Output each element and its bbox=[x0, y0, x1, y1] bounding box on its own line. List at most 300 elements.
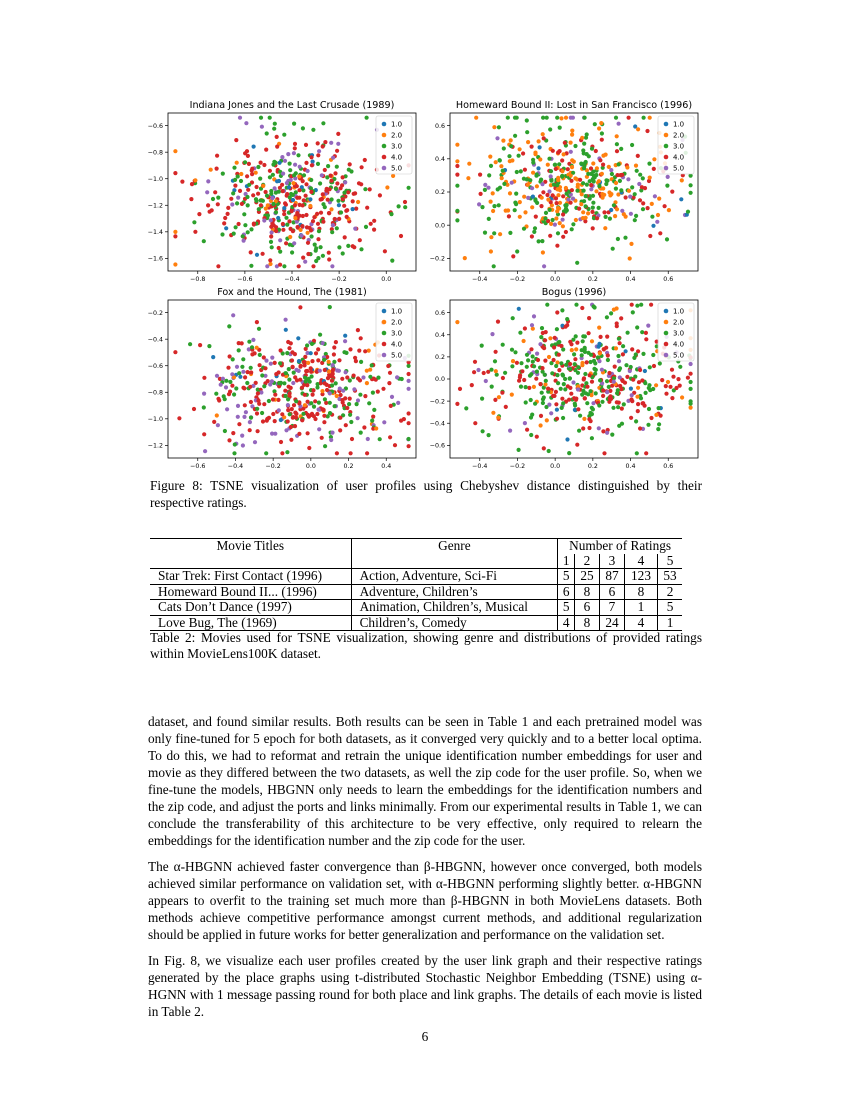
scatter-point bbox=[323, 397, 327, 401]
scatter-point bbox=[549, 169, 553, 173]
scatter-points bbox=[455, 303, 692, 456]
scatter-point bbox=[548, 208, 552, 212]
scatter-point bbox=[500, 176, 504, 180]
scatter-point bbox=[331, 368, 335, 372]
scatter-point bbox=[173, 234, 177, 238]
scatter-point bbox=[240, 202, 244, 206]
scatter-point bbox=[203, 449, 207, 453]
scatter-point bbox=[598, 158, 602, 162]
legend-label: 2.0 bbox=[673, 318, 685, 327]
scatter-point bbox=[633, 218, 637, 222]
y-tick-label: −1.0 bbox=[147, 416, 163, 424]
scatter-point bbox=[633, 192, 637, 196]
scatter-point bbox=[542, 264, 546, 268]
scatter-point bbox=[605, 390, 609, 394]
scatter-point bbox=[193, 178, 197, 182]
scatter-point bbox=[522, 339, 526, 343]
scatter-point bbox=[371, 415, 375, 419]
scatter-point bbox=[630, 185, 634, 189]
scatter-point bbox=[646, 423, 650, 427]
scatter-point bbox=[316, 222, 320, 226]
scatter-point bbox=[358, 378, 362, 382]
scatter-point bbox=[600, 192, 604, 196]
scatter-point bbox=[344, 370, 348, 374]
scatter-point bbox=[539, 204, 543, 208]
scatter-point bbox=[407, 379, 411, 383]
scatter-point bbox=[206, 179, 210, 183]
scatter-point bbox=[270, 196, 274, 200]
scatter-point bbox=[328, 305, 332, 309]
scatter-point bbox=[303, 260, 307, 264]
scatter-point bbox=[555, 327, 559, 331]
scatter-point bbox=[339, 393, 343, 397]
scatter-point bbox=[501, 169, 505, 173]
y-tick-label: −0.6 bbox=[147, 362, 163, 370]
scatter-point bbox=[294, 416, 298, 420]
scatter-point bbox=[271, 412, 275, 416]
scatter-point bbox=[645, 129, 649, 133]
scatter-point bbox=[249, 366, 253, 370]
header-rating-5: 5 bbox=[666, 552, 674, 568]
scatter-point bbox=[239, 179, 243, 183]
legend-marker bbox=[382, 144, 387, 149]
scatter-point bbox=[618, 341, 622, 345]
scatter-point bbox=[572, 396, 576, 400]
scatter-point bbox=[529, 398, 533, 402]
scatter-point bbox=[492, 264, 496, 268]
scatter-point bbox=[268, 116, 272, 120]
scatter-point bbox=[663, 204, 667, 208]
scatter-point bbox=[278, 263, 282, 267]
scatter-point bbox=[286, 419, 290, 423]
scatter-point bbox=[349, 451, 353, 455]
scatter-point bbox=[480, 205, 484, 209]
scatter-point bbox=[624, 363, 628, 367]
scatter-point bbox=[215, 413, 219, 417]
scatter-point bbox=[534, 377, 538, 381]
scatter-point bbox=[265, 264, 269, 268]
scatter-point bbox=[296, 336, 300, 340]
scatter-point bbox=[597, 184, 601, 188]
scatter-point bbox=[231, 313, 235, 317]
scatter-point bbox=[407, 411, 411, 415]
scatter-point bbox=[619, 316, 623, 320]
scatter-point bbox=[467, 162, 471, 166]
scatter-point bbox=[302, 173, 306, 177]
x-tick-label: −0.2 bbox=[331, 276, 347, 283]
scatter-point bbox=[600, 172, 604, 176]
scatter-point bbox=[265, 194, 269, 198]
scatter-point bbox=[273, 361, 277, 365]
scatter-point bbox=[573, 402, 577, 406]
scatter-point bbox=[608, 217, 612, 221]
scatter-point bbox=[341, 197, 345, 201]
x-tick-label: 0.0 bbox=[550, 463, 561, 470]
scatter-point bbox=[542, 136, 546, 140]
scatter-point bbox=[629, 365, 633, 369]
scatter-point bbox=[289, 178, 293, 182]
scatter-point bbox=[575, 443, 579, 447]
scatter-point bbox=[230, 384, 234, 388]
scatter-point bbox=[290, 350, 294, 354]
scatter-point bbox=[523, 326, 527, 330]
scatter-point bbox=[621, 352, 625, 356]
scatter-point bbox=[666, 175, 670, 179]
scatter-point bbox=[564, 363, 568, 367]
scatter-point bbox=[493, 398, 497, 402]
scatter-point bbox=[335, 451, 339, 455]
scatter-point bbox=[304, 194, 308, 198]
scatter-point bbox=[348, 413, 352, 417]
scatter-point bbox=[289, 386, 293, 390]
scatter-point bbox=[587, 316, 591, 320]
legend-label: 5.0 bbox=[391, 351, 403, 360]
scatter-point bbox=[533, 199, 537, 203]
scatter-point bbox=[274, 210, 278, 214]
scatter-point bbox=[407, 444, 411, 448]
scatter-point bbox=[660, 378, 664, 382]
scatter-point bbox=[591, 161, 595, 165]
scatter-point bbox=[542, 446, 546, 450]
scatter-point bbox=[580, 136, 584, 140]
scatter-point bbox=[173, 262, 177, 266]
scatter-point bbox=[246, 203, 250, 207]
scatter-point bbox=[558, 221, 562, 225]
scatter-point bbox=[511, 316, 515, 320]
scatter-point bbox=[235, 201, 239, 205]
scatter-point bbox=[625, 375, 629, 379]
scatter-point bbox=[630, 347, 634, 351]
scatter-point bbox=[173, 149, 177, 153]
scatter-point bbox=[323, 205, 327, 209]
scatter-point bbox=[327, 257, 331, 261]
scatter-point bbox=[323, 368, 327, 372]
scatter-point bbox=[638, 368, 642, 372]
x-tick-label: 0.4 bbox=[381, 463, 392, 470]
scatter-point bbox=[256, 192, 260, 196]
scatter-point bbox=[552, 345, 556, 349]
rating-count: 6 bbox=[599, 584, 624, 600]
scatter-point bbox=[271, 202, 275, 206]
scatter-point bbox=[689, 387, 693, 391]
scatter-point bbox=[653, 194, 657, 198]
scatter-point bbox=[501, 376, 505, 380]
scatter-point bbox=[597, 426, 601, 430]
scatter-point bbox=[600, 138, 604, 142]
scatter-point bbox=[615, 149, 619, 153]
scatter-point bbox=[539, 414, 543, 418]
scatter-point bbox=[628, 369, 632, 373]
scatter-point bbox=[585, 401, 589, 405]
scatter-point bbox=[231, 357, 235, 361]
y-tick-label: 0.6 bbox=[434, 122, 445, 130]
header-rating-1: 1 bbox=[558, 554, 575, 569]
rating-count: 6 bbox=[575, 600, 600, 616]
scatter-point bbox=[351, 199, 355, 203]
scatter-point bbox=[269, 218, 273, 222]
scatter-point bbox=[317, 401, 321, 405]
scatter-point bbox=[317, 229, 321, 233]
legend-label: 5.0 bbox=[673, 351, 685, 360]
scatter-point bbox=[648, 365, 652, 369]
y-tick-label: 0.0 bbox=[434, 222, 445, 230]
y-tick-label: 0.6 bbox=[434, 309, 445, 317]
scatter-point bbox=[226, 212, 230, 216]
y-tick-label: −0.2 bbox=[429, 255, 445, 263]
scatter-point bbox=[626, 177, 630, 181]
scatter-point bbox=[489, 164, 493, 168]
scatter-point bbox=[262, 355, 266, 359]
scatter-point bbox=[574, 218, 578, 222]
scatter-point bbox=[232, 166, 236, 170]
scatter-point bbox=[483, 188, 487, 192]
scatter-point bbox=[298, 305, 302, 309]
scatter-point bbox=[546, 387, 550, 391]
scatter-point bbox=[211, 355, 215, 359]
scatter-point bbox=[555, 244, 559, 248]
scatter-point bbox=[573, 362, 577, 366]
scatter-point bbox=[207, 344, 211, 348]
scatter-point bbox=[649, 303, 653, 307]
scatter-point bbox=[573, 408, 577, 412]
scatter-point bbox=[255, 411, 259, 415]
scatter-point bbox=[232, 392, 236, 396]
scatter-point bbox=[474, 116, 478, 120]
scatter-point bbox=[372, 219, 376, 223]
scatter-point bbox=[484, 379, 488, 383]
scatter-point bbox=[550, 371, 554, 375]
scatter-point bbox=[646, 324, 650, 328]
scatter-point bbox=[345, 215, 349, 219]
scatter-point bbox=[287, 367, 291, 371]
scatter-point bbox=[507, 154, 511, 158]
scatter-point bbox=[494, 369, 498, 373]
scatter-point bbox=[518, 147, 522, 151]
scatter-point bbox=[524, 385, 528, 389]
scatter-point bbox=[530, 186, 534, 190]
scatter-point bbox=[226, 206, 230, 210]
scatter-point bbox=[538, 382, 542, 386]
rating-count: 5 bbox=[558, 569, 575, 585]
scatter-point bbox=[306, 241, 310, 245]
scatter-point bbox=[601, 163, 605, 167]
movie-genre: Adventure, Children’s bbox=[351, 584, 558, 600]
scatter-point bbox=[278, 238, 282, 242]
scatter-point bbox=[629, 416, 633, 420]
legend-label: 3.0 bbox=[391, 142, 403, 151]
scatter-point bbox=[340, 398, 344, 402]
scatter-point bbox=[311, 393, 315, 397]
scatter-point bbox=[548, 127, 552, 131]
scatter-point bbox=[497, 203, 501, 207]
y-tick-label: 0.2 bbox=[434, 354, 445, 362]
scatter-point bbox=[356, 328, 360, 332]
scatter-point bbox=[328, 401, 332, 405]
scatter-point bbox=[280, 155, 284, 159]
y-tick-label: −1.2 bbox=[147, 442, 163, 450]
scatter-point bbox=[306, 231, 310, 235]
scatter-point bbox=[351, 207, 355, 211]
scatter-point bbox=[397, 204, 401, 208]
scatter-point bbox=[321, 192, 325, 196]
x-tick-label: −0.6 bbox=[237, 276, 253, 283]
y-tick-label: 0.4 bbox=[434, 331, 445, 339]
scatter-point bbox=[526, 183, 530, 187]
scatter-point bbox=[284, 371, 288, 375]
header-rating-3: 3 bbox=[599, 554, 624, 569]
scatter-point bbox=[636, 409, 640, 413]
scatter-point bbox=[555, 116, 559, 120]
scatter-point bbox=[372, 408, 376, 412]
scatter-point bbox=[652, 167, 656, 171]
scatter-point bbox=[353, 356, 357, 360]
scatter-point bbox=[503, 371, 507, 375]
scatter-point bbox=[607, 165, 611, 169]
scatter-point bbox=[304, 143, 308, 147]
scatter-point bbox=[573, 357, 577, 361]
scatter-point bbox=[226, 366, 230, 370]
scatter-point bbox=[383, 249, 387, 253]
rating-count: 2 bbox=[666, 583, 674, 599]
scatter-point bbox=[311, 264, 315, 268]
scatter-point bbox=[626, 331, 630, 335]
scatter-point bbox=[298, 365, 302, 369]
scatter-point bbox=[255, 407, 259, 411]
scatter-point bbox=[540, 366, 544, 370]
scatter-point bbox=[613, 365, 617, 369]
scatter-point bbox=[455, 164, 459, 168]
legend-label: 1.0 bbox=[673, 120, 685, 129]
scatter-point bbox=[678, 365, 682, 369]
scatter-point bbox=[248, 385, 252, 389]
scatter-point bbox=[348, 162, 352, 166]
scatter-point bbox=[365, 381, 369, 385]
scatter-point bbox=[286, 152, 290, 156]
scatter-point bbox=[632, 356, 636, 360]
scatter-point bbox=[310, 342, 314, 346]
scatter-point bbox=[543, 382, 547, 386]
scatter-point bbox=[224, 226, 228, 230]
scatter-point bbox=[602, 451, 606, 455]
legend-marker bbox=[664, 155, 669, 160]
scatter-point bbox=[371, 391, 375, 395]
legend-marker bbox=[382, 320, 387, 325]
scatter-point bbox=[238, 375, 242, 379]
scatter-point bbox=[628, 195, 632, 199]
scatter-point bbox=[595, 166, 599, 170]
scatter-point bbox=[651, 353, 655, 357]
scatter-point bbox=[670, 368, 674, 372]
scatter-point bbox=[570, 133, 574, 137]
scatter-point bbox=[573, 144, 577, 148]
scatter-point bbox=[492, 204, 496, 208]
scatter-point bbox=[365, 451, 369, 455]
scatter-point bbox=[501, 343, 505, 347]
scatter-point bbox=[568, 362, 572, 366]
scatter-point bbox=[615, 400, 619, 404]
scatter-point bbox=[639, 303, 643, 307]
scatter-point bbox=[244, 121, 248, 125]
scatter-point bbox=[615, 321, 619, 325]
scatter-point bbox=[569, 392, 573, 396]
scatter-point bbox=[242, 415, 246, 419]
scatter-point bbox=[261, 419, 265, 423]
scatter-point bbox=[329, 141, 333, 145]
scatter-point bbox=[260, 125, 264, 129]
scatter-point bbox=[524, 400, 528, 404]
scatter-point bbox=[292, 403, 296, 407]
scatter-point bbox=[389, 212, 393, 216]
scatter-point bbox=[536, 358, 540, 362]
scatter-point bbox=[555, 373, 559, 377]
scatter-point bbox=[298, 378, 302, 382]
scatter-point bbox=[289, 425, 293, 429]
scatter-point bbox=[481, 429, 485, 433]
panel-title: Fox and the Hound, The (1981) bbox=[217, 287, 367, 298]
x-tick-label: 0.2 bbox=[587, 276, 598, 283]
scatter-point bbox=[376, 390, 380, 394]
scatter-point bbox=[560, 373, 564, 377]
scatter-point bbox=[309, 351, 313, 355]
scatter-point bbox=[570, 165, 574, 169]
scatter-point bbox=[510, 348, 514, 352]
scatter-point bbox=[565, 203, 569, 207]
rating-count: 25 bbox=[575, 569, 600, 585]
scatter-point bbox=[219, 383, 223, 387]
x-tick-label: 0.4 bbox=[625, 276, 636, 283]
scatter-point bbox=[650, 215, 654, 219]
scatter-point bbox=[580, 192, 584, 196]
scatter-point bbox=[315, 385, 319, 389]
scatter-point bbox=[538, 342, 542, 346]
scatter-point bbox=[492, 125, 496, 129]
scatter-point bbox=[680, 178, 684, 182]
scatter-point bbox=[607, 371, 611, 375]
scatter-point bbox=[314, 351, 318, 355]
scatter-point bbox=[215, 167, 219, 171]
rating-count: 8 bbox=[624, 584, 657, 600]
scatter-point bbox=[252, 145, 256, 149]
scatter-point bbox=[643, 369, 647, 373]
scatter-point bbox=[515, 116, 519, 120]
scatter-point bbox=[535, 435, 539, 439]
scatter-point bbox=[306, 361, 310, 365]
scatter-point bbox=[458, 387, 462, 391]
rating-count: 4 bbox=[558, 615, 575, 631]
scatter-point bbox=[564, 116, 568, 120]
scatter-point bbox=[315, 412, 319, 416]
scatter-point bbox=[239, 172, 243, 176]
scatter-point bbox=[619, 188, 623, 192]
scatter-point bbox=[330, 264, 334, 268]
scatter-point bbox=[266, 203, 270, 207]
scatter-point bbox=[297, 188, 301, 192]
scatter-point bbox=[535, 352, 539, 356]
scatter-point bbox=[580, 306, 584, 310]
scatter-point bbox=[323, 168, 327, 172]
scatter-point bbox=[525, 177, 529, 181]
scatter-point bbox=[631, 310, 635, 314]
scatter-point bbox=[541, 132, 545, 136]
scatter-point bbox=[620, 173, 624, 177]
scatter-point bbox=[519, 361, 523, 365]
scatter-point bbox=[490, 332, 494, 336]
scatter-point bbox=[545, 193, 549, 197]
scatter-point bbox=[352, 374, 356, 378]
table-row bbox=[150, 615, 682, 631]
scatter-point bbox=[583, 347, 587, 351]
scatter-point bbox=[235, 365, 239, 369]
